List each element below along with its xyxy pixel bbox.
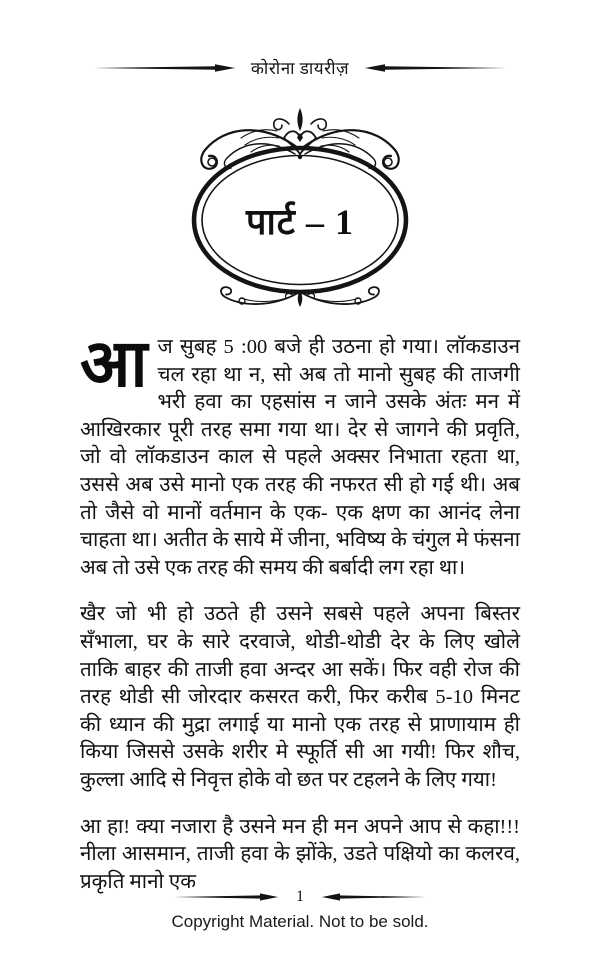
paragraph-2-text: खैर जो भी हो उठते ही उसने सबसे पहले अपना बिस्तर सँभाला, घर के सारे दरवाजे, थोडी-थोडी देर के लिए खोले ताकि बाहर की ताजी हवा अन्दर आ सकें। फिर वही रोज की तरह थोडी सी जोरदार कसरत करी, फिर करीब 5-10 मिनट की ध्यान की मुद्रा लगाई या मानो एक तरह से प्राणायाम ही किया जिससे उसके शरीर मे स्फूर्ति सी आ गयी! फिर शौच, कुल्ला आदि से निवृत्त होके वो छत पर टहलने के लिए गया! [80,603,520,791]
paragraph-1 [80,328,520,582]
divider-arrow-right-icon [172,891,284,903]
folio-row [0,888,600,906]
body-text [80,328,520,915]
divider-arrow-right-icon [91,62,241,74]
running-header [0,56,600,79]
page-footer [0,888,600,932]
part-title: पार्ट – 1 [246,201,354,242]
book-title: कोरोना डायरीज़ [250,59,350,78]
paragraph-3 [80,814,520,897]
paragraph-3-text: आ हा! क्या नजारा है उसने मन ही मन अपने आप से कहा!!! नीला आसमान, ताजी हवा के झोंके, उडते पक्षियो का कलरव, प्रकृति मानो एक [80,815,520,893]
divider-arrow-left-icon [316,891,428,903]
part-ornament [185,108,415,308]
drop-cap: आ [80,328,148,401]
copyright-notice: Copyright Material. Not to be sold. [171,912,429,931]
paragraph-2 [80,601,520,794]
page-number: 1 [296,888,304,905]
divider-arrow-left-icon [359,62,509,74]
paragraph-1-text: ज सुबह 5 :00 बजे ही उठना हो गया। लॉकडाउन चल रहा था न, सो अब तो मानो सुबह की ताजगी भरी हवा का एहसांस न जाने उसके अंतः मन में आखिरकार पूरी तरह समा गया था। देर से जागने की प्रवृति, जो वो लॉकडाउन काल से पहले अक्सर निभाता रहता था, उससे अब उसे मानो एक तरह की नफरत सी हो गई थी। अब तो जैसे वो मानों वर्तमान के एक- एक क्षण का आनंद लेना चाहता था। अतीत के साये में जीना, भविष्य के चंगुल मे फंसना अब तो उसे एक तरह की समय की बर्बादी लग रहा था। [80,336,520,579]
